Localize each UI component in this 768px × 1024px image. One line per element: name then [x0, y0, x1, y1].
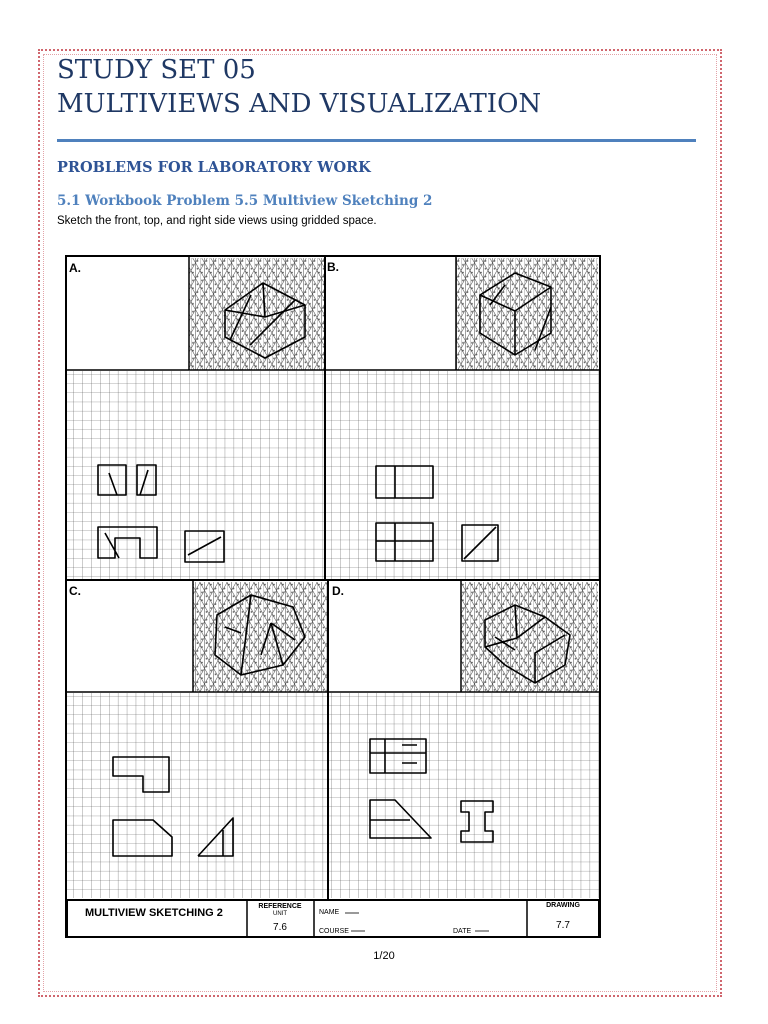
page-number: 1/20 — [373, 950, 395, 962]
title-rule — [57, 139, 696, 142]
panel-label-a: A. — [69, 261, 81, 275]
name-label: NAME — [319, 909, 340, 916]
course-label: COURSE — [319, 928, 349, 935]
unit-label: UNIT — [273, 911, 287, 917]
date-label: DATE — [453, 928, 472, 935]
problem-title: 5.1 Workbook Problem 5.5 Multiview Sketching 2 — [57, 193, 433, 209]
title-line-2: MULTIVIEWS AND VISUALIZATION — [57, 89, 542, 119]
section-heading: PROBLEMS FOR LABORATORY WORK — [57, 159, 371, 176]
square-grid-row2 — [67, 693, 599, 898]
drawing-label: DRAWING — [546, 902, 580, 909]
instruction-text: Sketch the front, top, and right side views using gridded space. — [57, 215, 377, 227]
panel-label-d: D. — [332, 584, 344, 598]
title-line-1: STUDY SET 05 — [57, 55, 256, 85]
panel-label-b: B. — [327, 260, 339, 274]
worksheet-image — [65, 255, 601, 938]
panel-label-c: C. — [69, 584, 81, 598]
reference-label: REFERENCE — [258, 903, 302, 910]
title-block-title: MULTIVIEW SKETCHING 2 — [85, 907, 223, 919]
reference-value: 7.6 — [273, 922, 287, 933]
drawing-value: 7.7 — [556, 920, 570, 931]
